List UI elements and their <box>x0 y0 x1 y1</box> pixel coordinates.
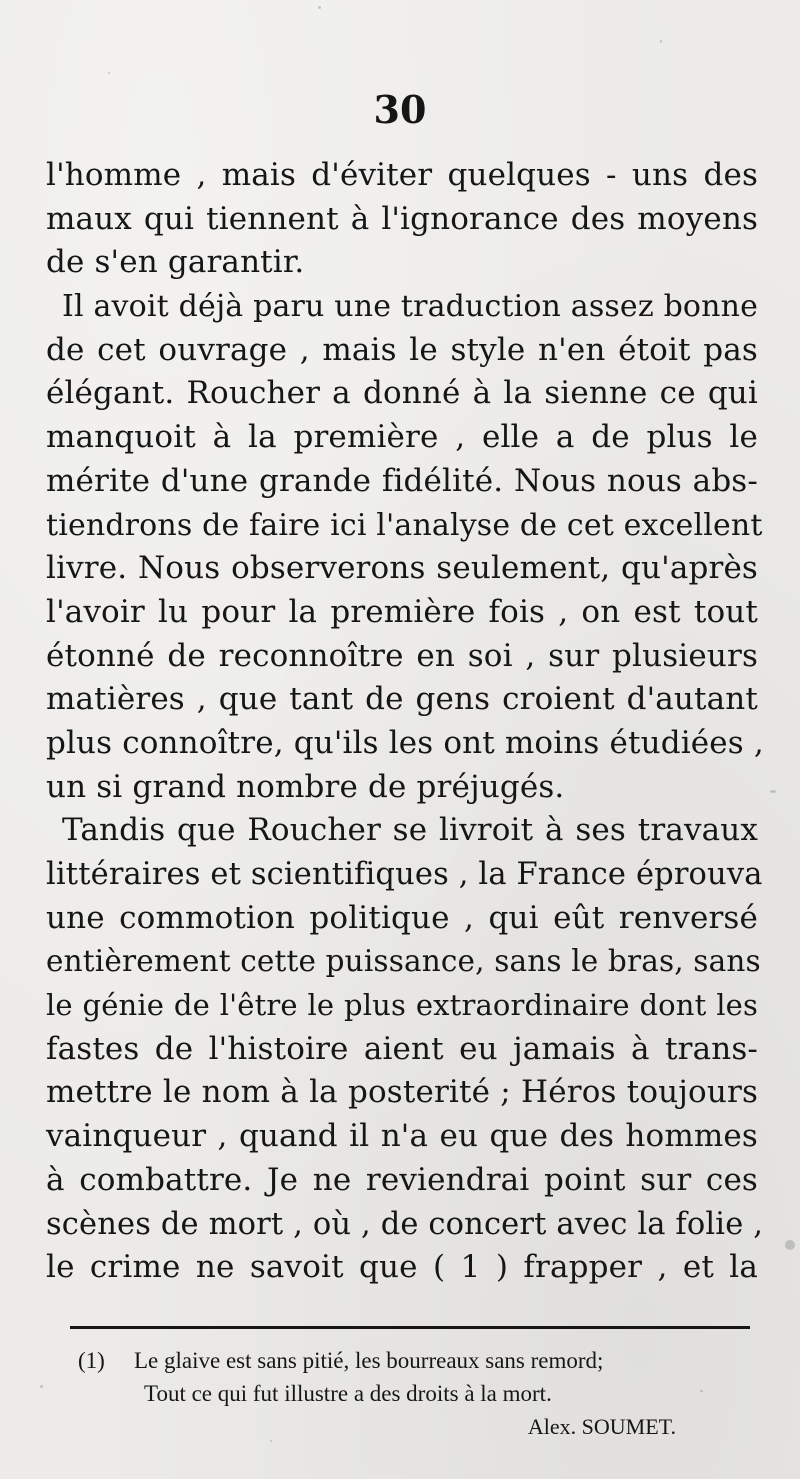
footnote-divider <box>70 1326 750 1329</box>
text-line: Il avoit déjà paru une traduction assez bonne <box>62 289 758 325</box>
text-line: une commotion politique , qui eût renversé <box>46 899 758 936</box>
page-number: 30 <box>373 87 427 132</box>
text-line: élégant. Roucher a donné à la sienne ce qui <box>46 375 758 412</box>
text-line: le crime ne savoit que ( 1 ) frapper , et la <box>46 1249 758 1286</box>
footnote-author: Alex. SOUMET. <box>527 1414 676 1439</box>
text-line: manquoit à la première , elle a de plus le <box>46 419 758 456</box>
text-line: l'avoir lu pour la première fois , on est tout <box>46 593 758 630</box>
text-line: l'homme , mais d'éviter quelques - uns des <box>46 157 758 193</box>
footnote <box>78 1344 738 1443</box>
text-line: mérite d'une grande fidélité. Nous nous abs- <box>46 462 758 499</box>
text-line: littéraires et scientifiques , la France éprouva <box>46 857 763 892</box>
text-line: entièrement cette puissance, sans le bras, sans <box>46 944 761 979</box>
text-line: maux qui tiennent à l'ignorance des moyens <box>46 200 758 237</box>
text-line: livre. Nous observerons seulement, qu'après <box>46 550 758 587</box>
text-line: étonné de reconnoître en soi , sur plusieurs <box>46 637 758 674</box>
text-line: à combattre. Je ne reviendrai point sur ces <box>46 1161 758 1198</box>
footnote-line-1: Le glaive est sans pitié, les bourreaux sans remord; <box>134 1348 604 1373</box>
footnote-marker: (1) <box>78 1348 105 1373</box>
text-line: plus connoître, qu'ils les ont moins étudiées , <box>46 724 764 761</box>
text-line: de s'en garantir. <box>46 244 305 281</box>
footnote-line-2: Tout ce qui fut illustre a des droits à la mort. <box>144 1381 552 1406</box>
text-line: vainqueur , quand il n'a eu que des hommes <box>46 1118 758 1155</box>
text-line: le génie de l'être le plus extraordinaire dont les <box>46 988 758 1023</box>
text-line: scènes de mort , où , de concert avec la folie , <box>46 1206 764 1242</box>
text-line: mettre le nom à la posterité ; Héros toujours <box>46 1074 758 1111</box>
body-text <box>46 154 764 1290</box>
text-line: matières , que tant de gens croient d'autant <box>46 681 758 718</box>
text-line: Tandis que Roucher se livroit à ses travaux <box>62 812 758 849</box>
text-line: de cet ouvrage , mais le style n'en étoit pas <box>46 331 758 368</box>
text-line: fastes de l'histoire aient eu jamais à trans- <box>46 1030 758 1067</box>
text-line: un si grand nombre de préjugés. <box>46 768 565 805</box>
text-line: tiendrons de faire ici l'analyse de cet excellent <box>46 507 763 543</box>
